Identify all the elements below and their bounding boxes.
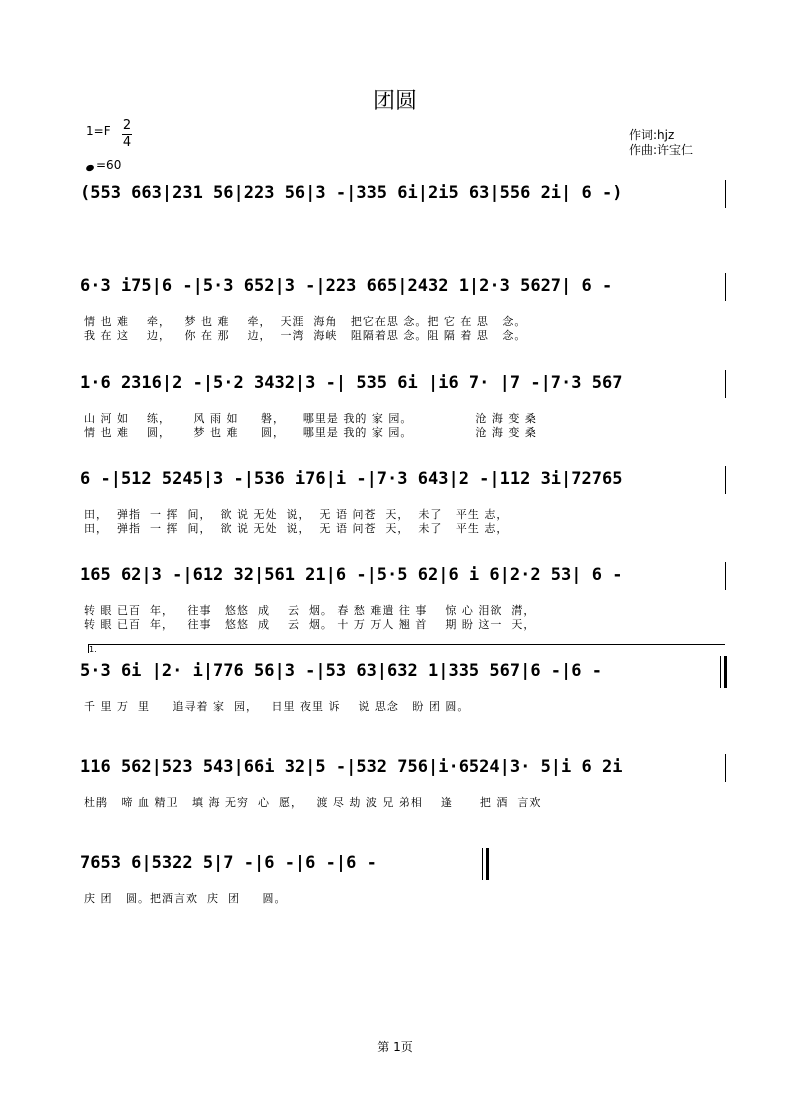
notes-line: 6 -|512 5245|3 -|536 i76|i -|7·3 643|2 -|112 3i|72765 <box>80 469 623 489</box>
notes-line: 1·6 2316|2 -|5·2 3432|3 -| 535 6i |i6 7· |7 -|7·3 567 <box>80 373 623 393</box>
notes-line: 7653 6|5322 5|7 -|6 -|6 -|6 - <box>80 853 377 873</box>
lyrics-verse-1: 田， 弹指 一 挥 间， 欲 说 无处 说， 无 语 问苍 天， 未了 平生 志， <box>84 508 509 521</box>
lyrics-verse-1: 千 里 万 里 追寻着 家 园， 日里 夜里 诉 说 思念 盼 团 圆。 <box>84 700 470 713</box>
volta-bracket <box>88 644 725 653</box>
notes-line: 116 562|523 543|66i 32|5 -|532 756|i·6524|3· 5|i 6 2i <box>80 757 623 777</box>
notes-line: 5·3 6i |2· i|776 56|3 -|53 63|632 1|335 567|6 -|6 - <box>80 661 602 681</box>
lyrics-verse-1: 转 眼 已百 年， 往事 悠悠 成 云 烟。 春 愁 难遣 往 事 惊 心 泪欲 潸， <box>84 604 536 617</box>
repeat-bar <box>720 656 727 688</box>
volta-label: 1. <box>89 645 97 654</box>
final-bar <box>482 848 489 880</box>
notes-line: 6·3 i75|6 -|5·3 652|3 -|223 665|2432 1|2·3 5627| 6 - <box>80 276 613 296</box>
time-signature-bottom: 4 <box>122 135 132 150</box>
notes-line: 165 62|3 -|612 32|561 21|6 -|5·5 62|6 i 6|2·2 53| 6 - <box>80 565 623 585</box>
bar-line <box>725 273 726 301</box>
lyrics-verse-1: 庆 团 圆。把酒言欢 庆 团 圆。 <box>84 892 287 905</box>
key-signature: 1=F <box>86 124 111 138</box>
key-signature-block <box>86 118 132 173</box>
tempo-marking: =60 <box>96 158 122 172</box>
time-signature-top: 2 <box>122 118 132 133</box>
song-title: 团圆 <box>372 89 417 114</box>
bar-line <box>725 180 726 208</box>
quarter-note-icon <box>85 164 95 172</box>
lyrics-verse-1: 山 河 如 练， 风 雨 如 磐， 哪里是 我的 家 园。 沧 海 变 桑 <box>84 412 537 425</box>
bar-line <box>725 370 726 398</box>
lyrics-verse-2: 田， 弹指 一 挥 间， 欲 说 无处 说， 无 语 问苍 天， 未了 平生 志， <box>84 522 509 535</box>
lyrics-verse-2: 转 眼 已百 年， 往事 悠悠 成 云 烟。 十 万 万人 翘 首 期 盼 这一 天， <box>84 618 536 631</box>
notes-line: (553 663|231 56|223 56|3 -|335 6i|2i5 63|556 2i| 6 -) <box>80 183 623 203</box>
composer: 作曲:许宝仁 <box>629 143 694 157</box>
lyrics-verse-2: 情 也 难 圆， 梦 也 难 圆， 哪里是 我的 家 园。 沧 海 变 桑 <box>84 426 537 439</box>
lyrics-verse-1: 杜鹃 啼 血 精卫 填 海 无穷 心 愿， 渡 尽 劫 波 兄 弟相 逢 把 酒 言欢 <box>84 796 542 809</box>
lyricist: 作词:hjz <box>629 128 675 142</box>
credits <box>629 128 693 158</box>
page-number: 第 1页 <box>377 1040 413 1054</box>
lyrics-verse-2: 我 在 这 边， 你 在 那 边， 一湾 海峡 阻隔着思 念。阻 隔 着 思 念。 <box>84 329 527 342</box>
lyrics-verse-1: 情 也 难 牵， 梦 也 难 牵， 天涯 海角 把它在思 念。把 它 在 思 念。 <box>84 315 527 328</box>
bar-line <box>725 466 726 494</box>
bar-line <box>725 562 726 590</box>
bar-line <box>725 754 726 782</box>
time-signature <box>122 119 132 150</box>
